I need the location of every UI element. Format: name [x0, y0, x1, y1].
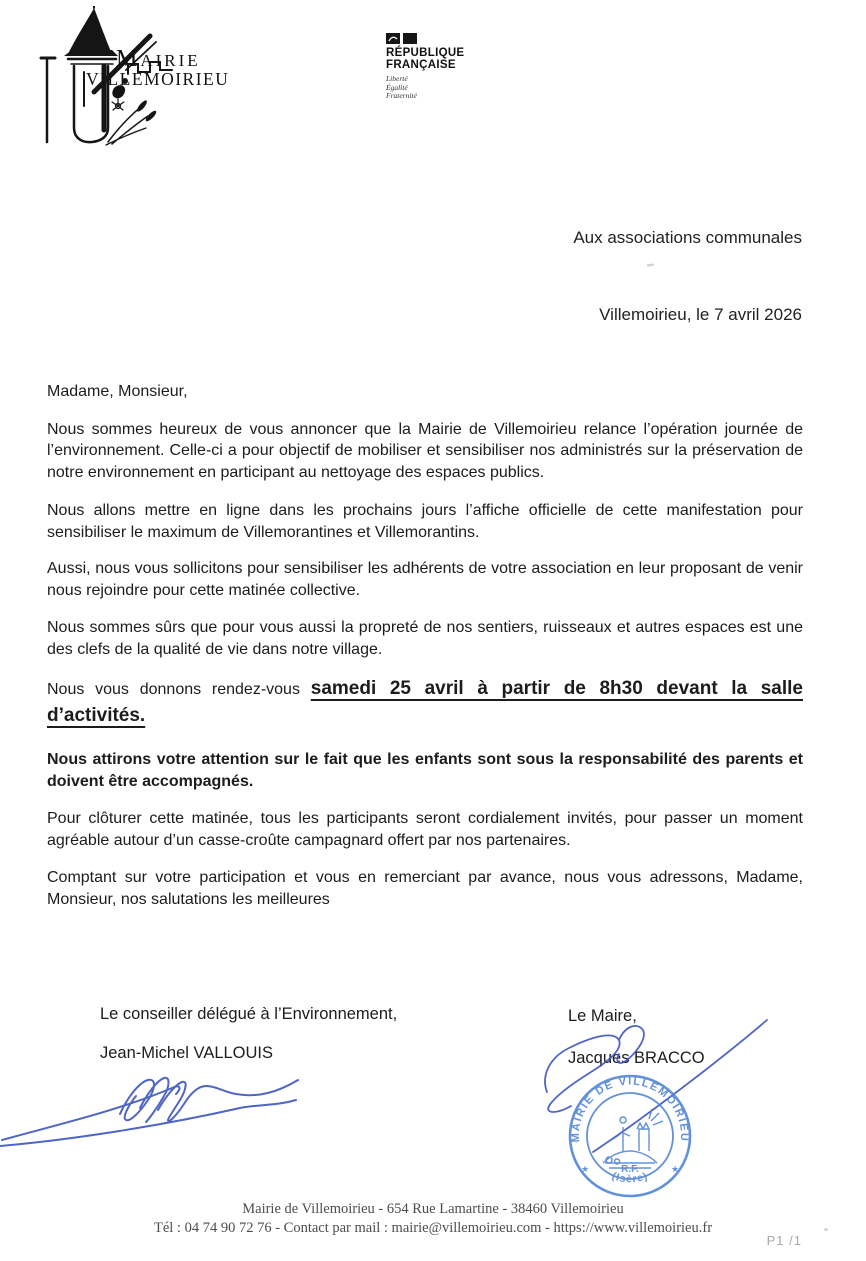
footer-contact-block	[0, 1200, 866, 1237]
stamp-dept-text: (Isère)	[610, 1170, 650, 1186]
paragraph-7: Pour clôturer cette matinée, tous les participants seront cordialement invités, pour passer un moment agréable autour d’un casse-croûte campagnard offert par nos partenaires.	[47, 810, 803, 849]
french-flag-icon	[386, 33, 464, 44]
paragraph-3: Aussi, nous vous sollicitons pour sensibiliser les adhérents de votre association en leur proposant de venir nous rejoindre pour cette matinée collective.	[47, 560, 803, 599]
stamp-rf-text: R.F.	[621, 1164, 639, 1175]
rendezvous-highlight: samedi 25 avril à partir de 8h30 devant la salle d’activités.	[47, 678, 803, 726]
paragraph-4: Nous sommes sûrs que pour vous aussi la propreté de nos sentiers, ruisseaux et autres espaces est une des clefs de la qualité de vie dans notre village.	[47, 619, 803, 658]
page-number: P1 /1	[766, 1233, 802, 1248]
motto-egalite: Égalité	[386, 82, 408, 92]
rf-title-line2: FRANÇAISE	[386, 59, 456, 71]
town-hall-name	[86, 48, 229, 88]
republique-francaise-block	[386, 33, 464, 101]
stamp-ring-text: MAIRIE DE VILLEMOIRIEU	[569, 1075, 691, 1143]
stamp-star-right: ★	[670, 1164, 680, 1174]
logo-line-mairie: Mairie	[116, 46, 201, 72]
rendezvous-prefix: Nous vous donnons rendez-vous	[47, 681, 311, 698]
scan-artifact	[824, 1228, 828, 1231]
bracco-signature	[535, 1018, 770, 1158]
motto-fraternite: Fraternité	[386, 91, 417, 100]
paragraph-2: Nous allons mettre en ligne dans les prochains jours l’affiche officielle de cette manifestation pour sensibiliser le maximum de Villemorantines et Villemorantins.	[47, 502, 803, 541]
motto-liberte: Liberté	[386, 74, 408, 83]
scan-artifact	[647, 264, 654, 267]
paragraph-warning-children: Nous attirons votre attention sur le fait que les enfants sont sous la responsabilité des parents et doivent être accompagnés.	[47, 751, 803, 790]
left-signatory-title: Le conseiller délégué à l’Environnement,	[100, 1005, 398, 1023]
vallouis-signature	[0, 1048, 305, 1148]
svg-text:MAIRIE DE VILLEMOIRIEU	[570, 1075, 690, 1142]
logo-line-villemoirieu: VILLEMOIRIEU	[86, 69, 230, 89]
paragraph-rendezvous	[47, 676, 803, 730]
right-signatory-title: Le Maire,	[568, 1007, 637, 1025]
footer-address: Mairie de Villemoirieu - 654 Rue Lamartine - 38460 Villemoirieu	[242, 1201, 624, 1217]
rf-title-line1: RÉPUBLIQUE	[386, 47, 465, 59]
footer-phone-web: Tél : 04 74 90 72 76 - Contact par mail : mairie@villemoirieu.com - https://www.villemoirieu.fr	[153, 1219, 713, 1236]
stamp-star-left: ★	[580, 1164, 590, 1174]
mairie-round-stamp	[565, 1071, 695, 1201]
date-line: Villemoirieu, le 7 avril 2026	[599, 305, 802, 324]
recipient-line: Aux associations communales	[573, 228, 802, 247]
left-signatory-name: Jean-Michel VALLOUIS	[100, 1044, 274, 1062]
salutation: Madame, Monsieur,	[47, 383, 188, 400]
paragraph-1: Nous sommes heureux de vous annoncer que la Mairie de Villemoirieu relance l’opération journée de l’environnement. Celle-ci a pour objectif de mobiliser et sensibiliser nos administrés sur la préservation de notre environnement en participant au nettoyage des espaces publics.	[47, 420, 803, 481]
svg-text:(Isère)	[610, 1170, 650, 1185]
paragraph-8: Comptant sur votre participation et vous en remerciant par avance, nous vous adressons, Madame, Monsieur, nos salutations les meilleures	[47, 869, 803, 908]
right-signatory-name: Jacques BRACCO	[568, 1049, 705, 1067]
letter-body	[47, 381, 803, 926]
stamp-center-emblem	[603, 1109, 663, 1168]
